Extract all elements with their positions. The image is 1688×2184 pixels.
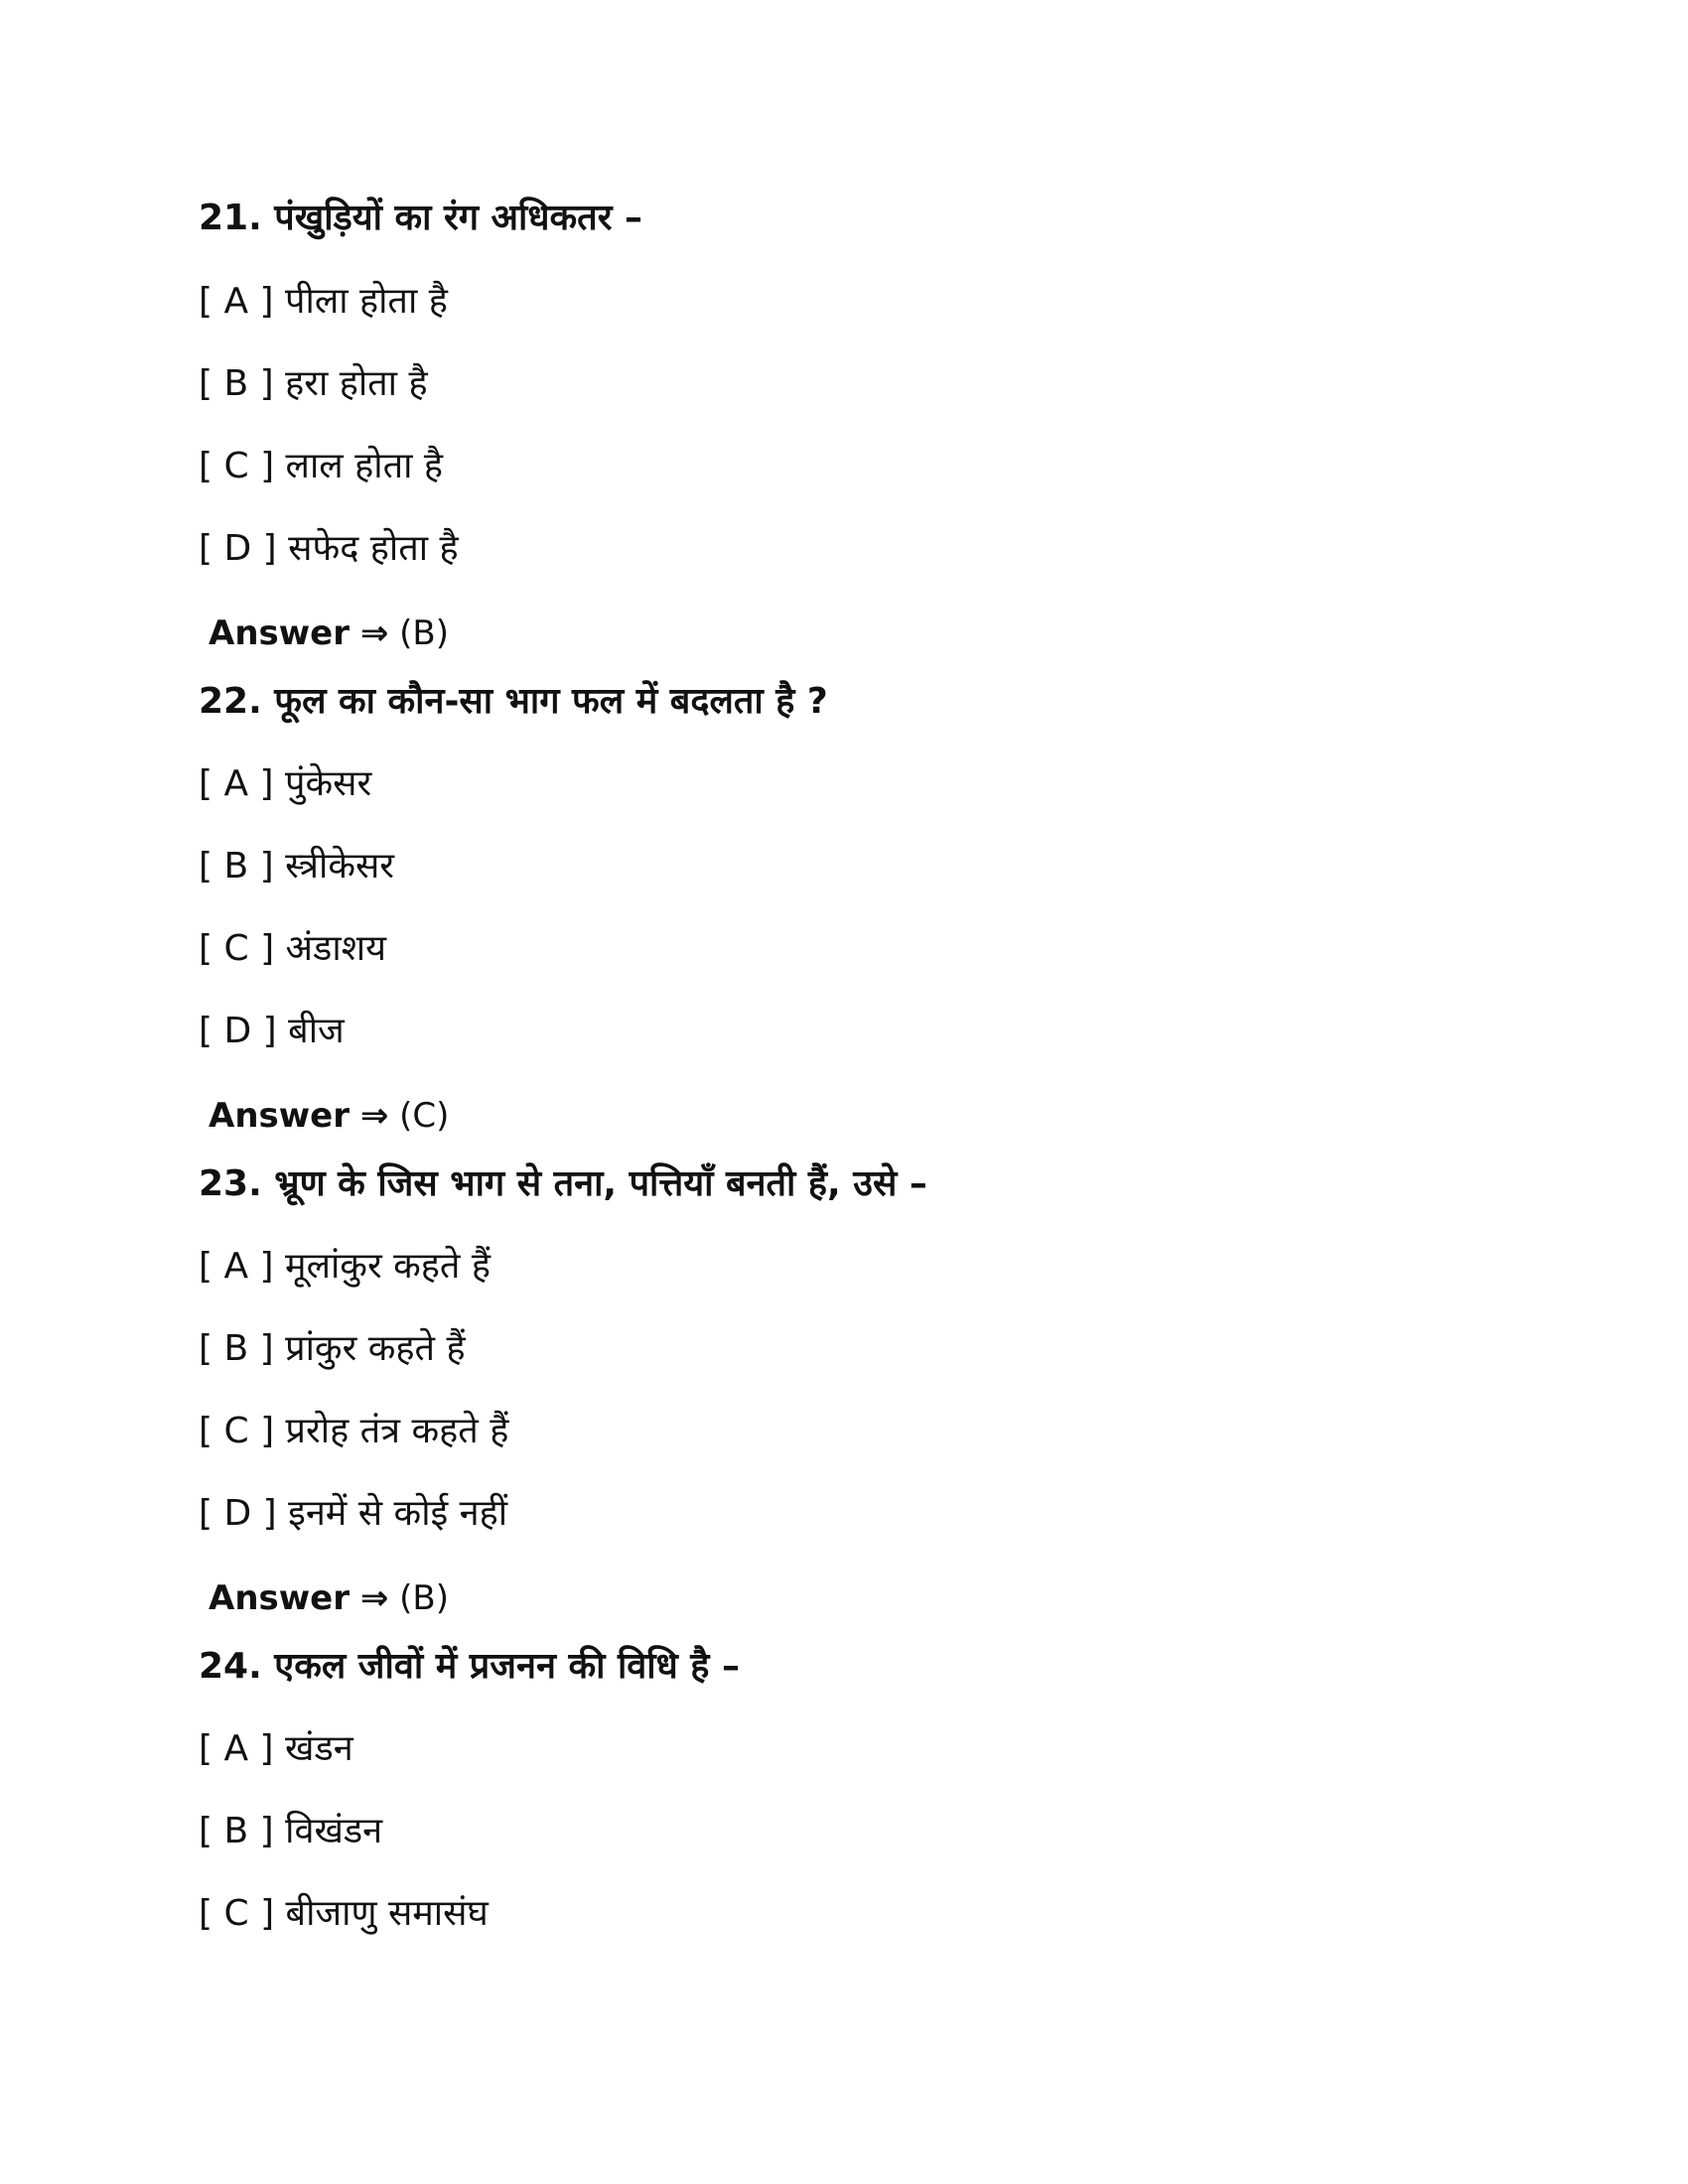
q21-option-b: [ B ] हरा होता है: [199, 363, 428, 404]
q21-answer: [209, 614, 449, 654]
answer-value: (B): [399, 614, 449, 653]
answer-label: Answer: [209, 614, 350, 653]
answer-arrow: ⇒: [359, 614, 389, 653]
q22-option-a: [ A ] पुंकेसर: [199, 763, 372, 804]
answer-label: Answer: [209, 1096, 350, 1136]
answer-label: Answer: [209, 1578, 350, 1618]
answer-value: (C): [399, 1096, 450, 1136]
q24-option-c: [ C ] बीजाणु समासंघ: [199, 1893, 489, 1934]
question-22: 22. फूल का कौन-सा भाग फल में बदलता है ?: [199, 681, 828, 722]
q23-answer: [209, 1578, 449, 1619]
q21-option-a: [ A ] पीला होता है: [199, 281, 448, 322]
question-21: 21. पंखुड़ियों का रंग अधिकतर –: [199, 198, 642, 238]
q23-option-c: [ C ] प्ररोह तंत्र कहते हैं: [199, 1411, 509, 1451]
q23-option-b: [ B ] प्रांकुर कहते हैं: [199, 1328, 466, 1369]
q23-option-a: [ A ] मूलांकुर कहते हैं: [199, 1246, 491, 1287]
answer-arrow: ⇒: [359, 1096, 389, 1136]
question-23: 23. भ्रूण के जिस भाग से तना, पत्तियाँ बनती हैं, उसे –: [199, 1163, 927, 1204]
q22-option-b: [ B ] स्त्रीकेसर: [199, 846, 395, 887]
q21-option-d: [ D ] सफेद होता है: [199, 528, 459, 569]
q24-option-a: [ A ] खंडन: [199, 1728, 353, 1769]
q23-option-d: [ D ] इनमें से कोई नहीं: [199, 1493, 508, 1534]
question-24: 24. एकल जीवों में प्रजनन की विधि है –: [199, 1646, 740, 1687]
q24-option-b: [ B ] विखंडन: [199, 1811, 383, 1851]
q22-option-d: [ D ] बीज: [199, 1011, 345, 1051]
q22-answer: [209, 1096, 449, 1137]
answer-arrow: ⇒: [359, 1578, 389, 1618]
q22-option-c: [ C ] अंडाशय: [199, 928, 387, 969]
q21-option-c: [ C ] लाल होता है: [199, 446, 443, 486]
answer-value: (B): [399, 1578, 449, 1618]
